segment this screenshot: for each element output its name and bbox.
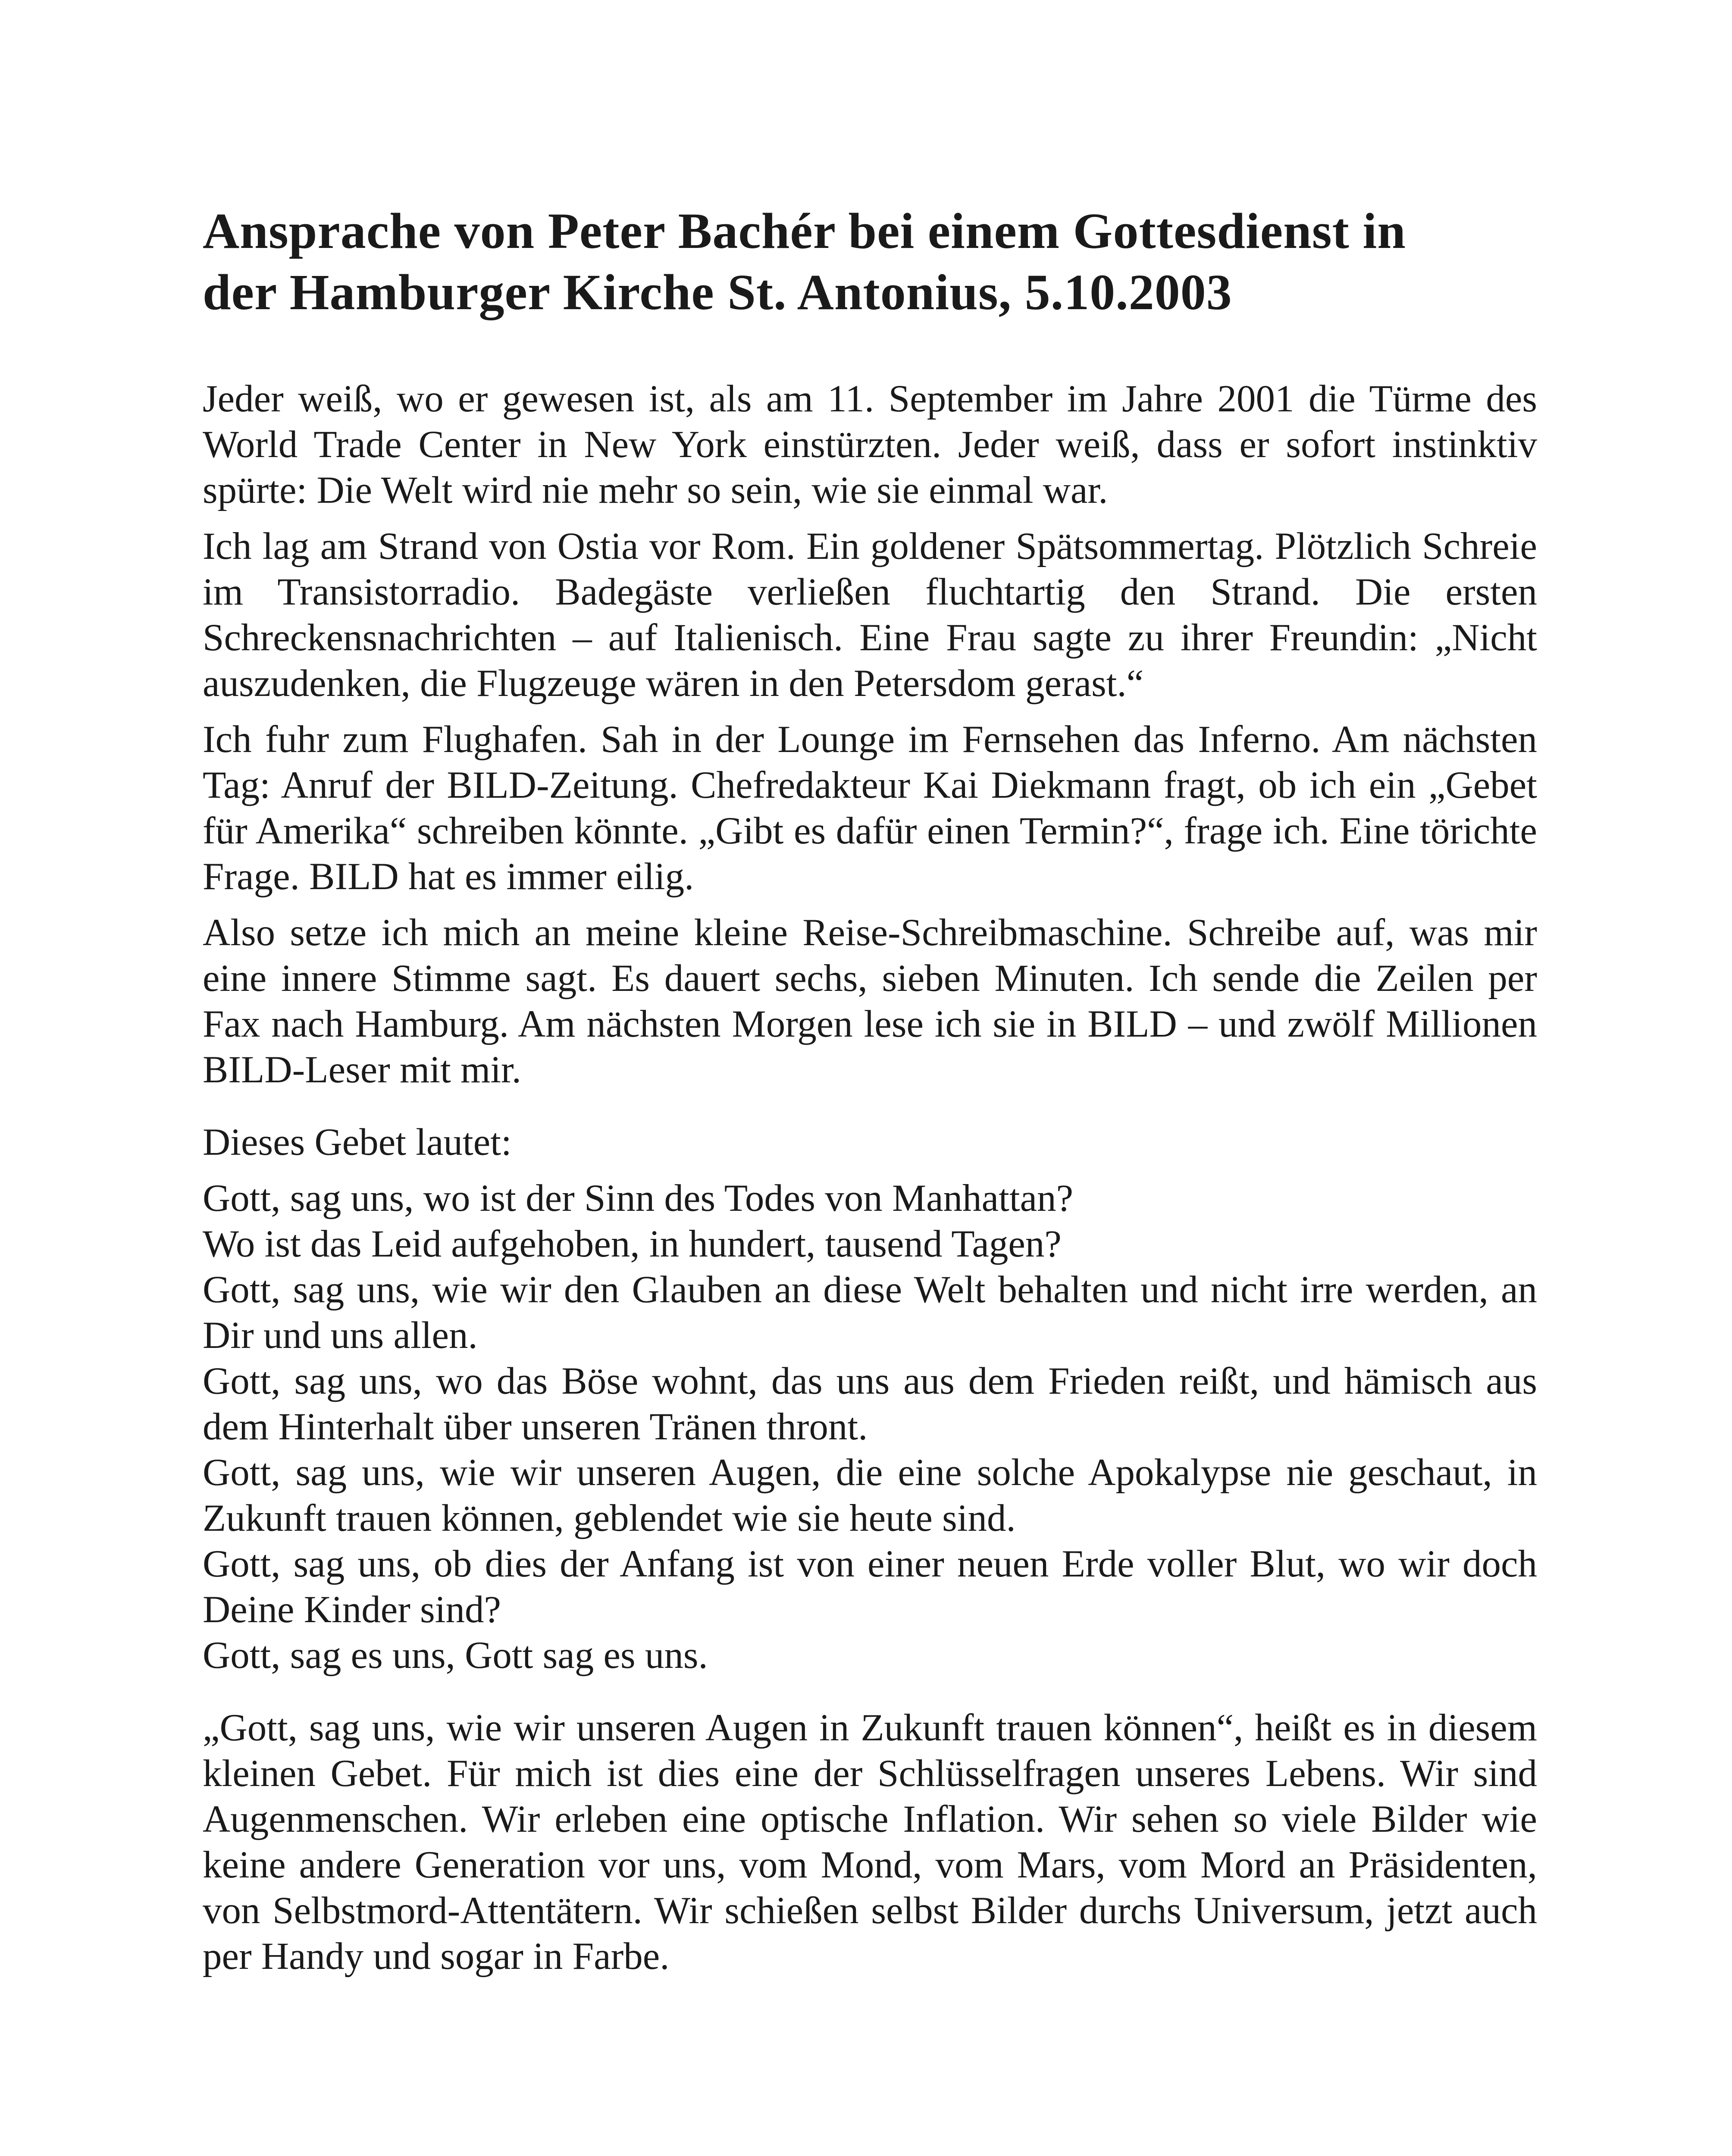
prayer-line: Gott, sag uns, wo ist der Sinn des Todes von Manhattan? — [203, 1177, 1074, 1219]
prayer-line: Gott, sag uns, wie wir den Glauben an diese Welt behalten und nicht irre werden, an Dir und uns allen. — [203, 1269, 1537, 1357]
body-text — [203, 376, 1537, 1990]
prayer-line: Gott, sag uns, wo das Böse wohnt, das uns aus dem Frieden reißt, und hämisch aus dem Hinterhalt über unseren Tränen thront. — [203, 1360, 1537, 1448]
prayer-line: Wo ist das Leid aufgehoben, in hundert, tausend Tagen? — [203, 1223, 1062, 1265]
closing-paragraph: „Gott, sag uns, wie wir unseren Augen in Zukunft trauen können“, heißt es in diesem kleinen Gebet. Für mich ist dies eine der Schlüsselfragen unseres Lebens. Wir sind Augenmenschen. Wir erleben eine optische Inflation. Wir sehen so viele Bilder wie keine andere Generation vor uns, vom Mond, vom Mars, vom Mord an Präsidenten, von Selbstmord-Attentätern. Wir schießen selbst Bilder durchs Universum, jetzt auch per Handy und sogar in Farbe. — [203, 1707, 1537, 1977]
paragraph-4: Also setze ich mich an meine kleine Reise-Schreibmaschine. Schreibe auf, was mir eine innere Stimme sagt. Es dauert sechs, sieben Minuten. Ich sende die Zeilen per Fax nach Hamburg. Am nächsten Morgen lese ich sie in BILD – und zwölf Millionen BILD-Leser mit mir. — [203, 912, 1537, 1091]
title-line-1: Ansprache von Peter Bachér bei einem Gottesdienst in — [203, 203, 1406, 259]
prayer-line: Gott, sag es uns, Gott sag es uns. — [203, 1634, 708, 1677]
page-title — [203, 201, 1539, 323]
prayer-line: Gott, sag uns, ob dies der Anfang ist von einer neuen Erde voller Blut, wo wir doch Deine Kinder sind? — [203, 1543, 1537, 1631]
paragraph-3: Ich fuhr zum Flughafen. Sah in der Lounge im Fernsehen das Inferno. Am nächsten Tag: Anruf der BILD-Zeitung. Chefredakteur Kai Diekmann fragt, ob ich ein „Gebet für Amerika“ schreiben könnte. „Gibt es dafür einen Termin?“, frage ich. Eine törichte Frage. BILD hat es immer eilig. — [203, 718, 1537, 898]
prayer-block — [203, 1175, 1537, 1678]
paragraph-1: Jeder weiß, wo er gewesen ist, als am 11. September im Jahre 2001 die Türme des World Trade Center in New York einstürzten. Jeder weiß, dass er sofort instinktiv spürte: Die Welt wird nie mehr so sein, wie sie einmal war. — [203, 378, 1537, 511]
prayer-line: Gott, sag uns, wie wir unseren Augen, die eine solche Apokalypse nie geschaut, in Zukunft trauen können, geblendet wie sie heute sind. — [203, 1451, 1537, 1539]
title-line-2: der Hamburger Kirche St. Antonius, 5.10.2003 — [203, 264, 1232, 320]
prayer-intro: Dieses Gebet lautet: — [203, 1121, 512, 1163]
paragraph-2: Ich lag am Strand von Ostia vor Rom. Ein goldener Spätsommertag. Plötzlich Schreie im Transistorradio. Badegäste verließen fluchtartig den Strand. Die ersten Schreckensnachrichten – auf Italienisch. Eine Frau sagte zu ihrer Freundin: „Nicht auszudenken, die Flugzeuge wären in den Petersdom gerast.“ — [203, 525, 1537, 705]
